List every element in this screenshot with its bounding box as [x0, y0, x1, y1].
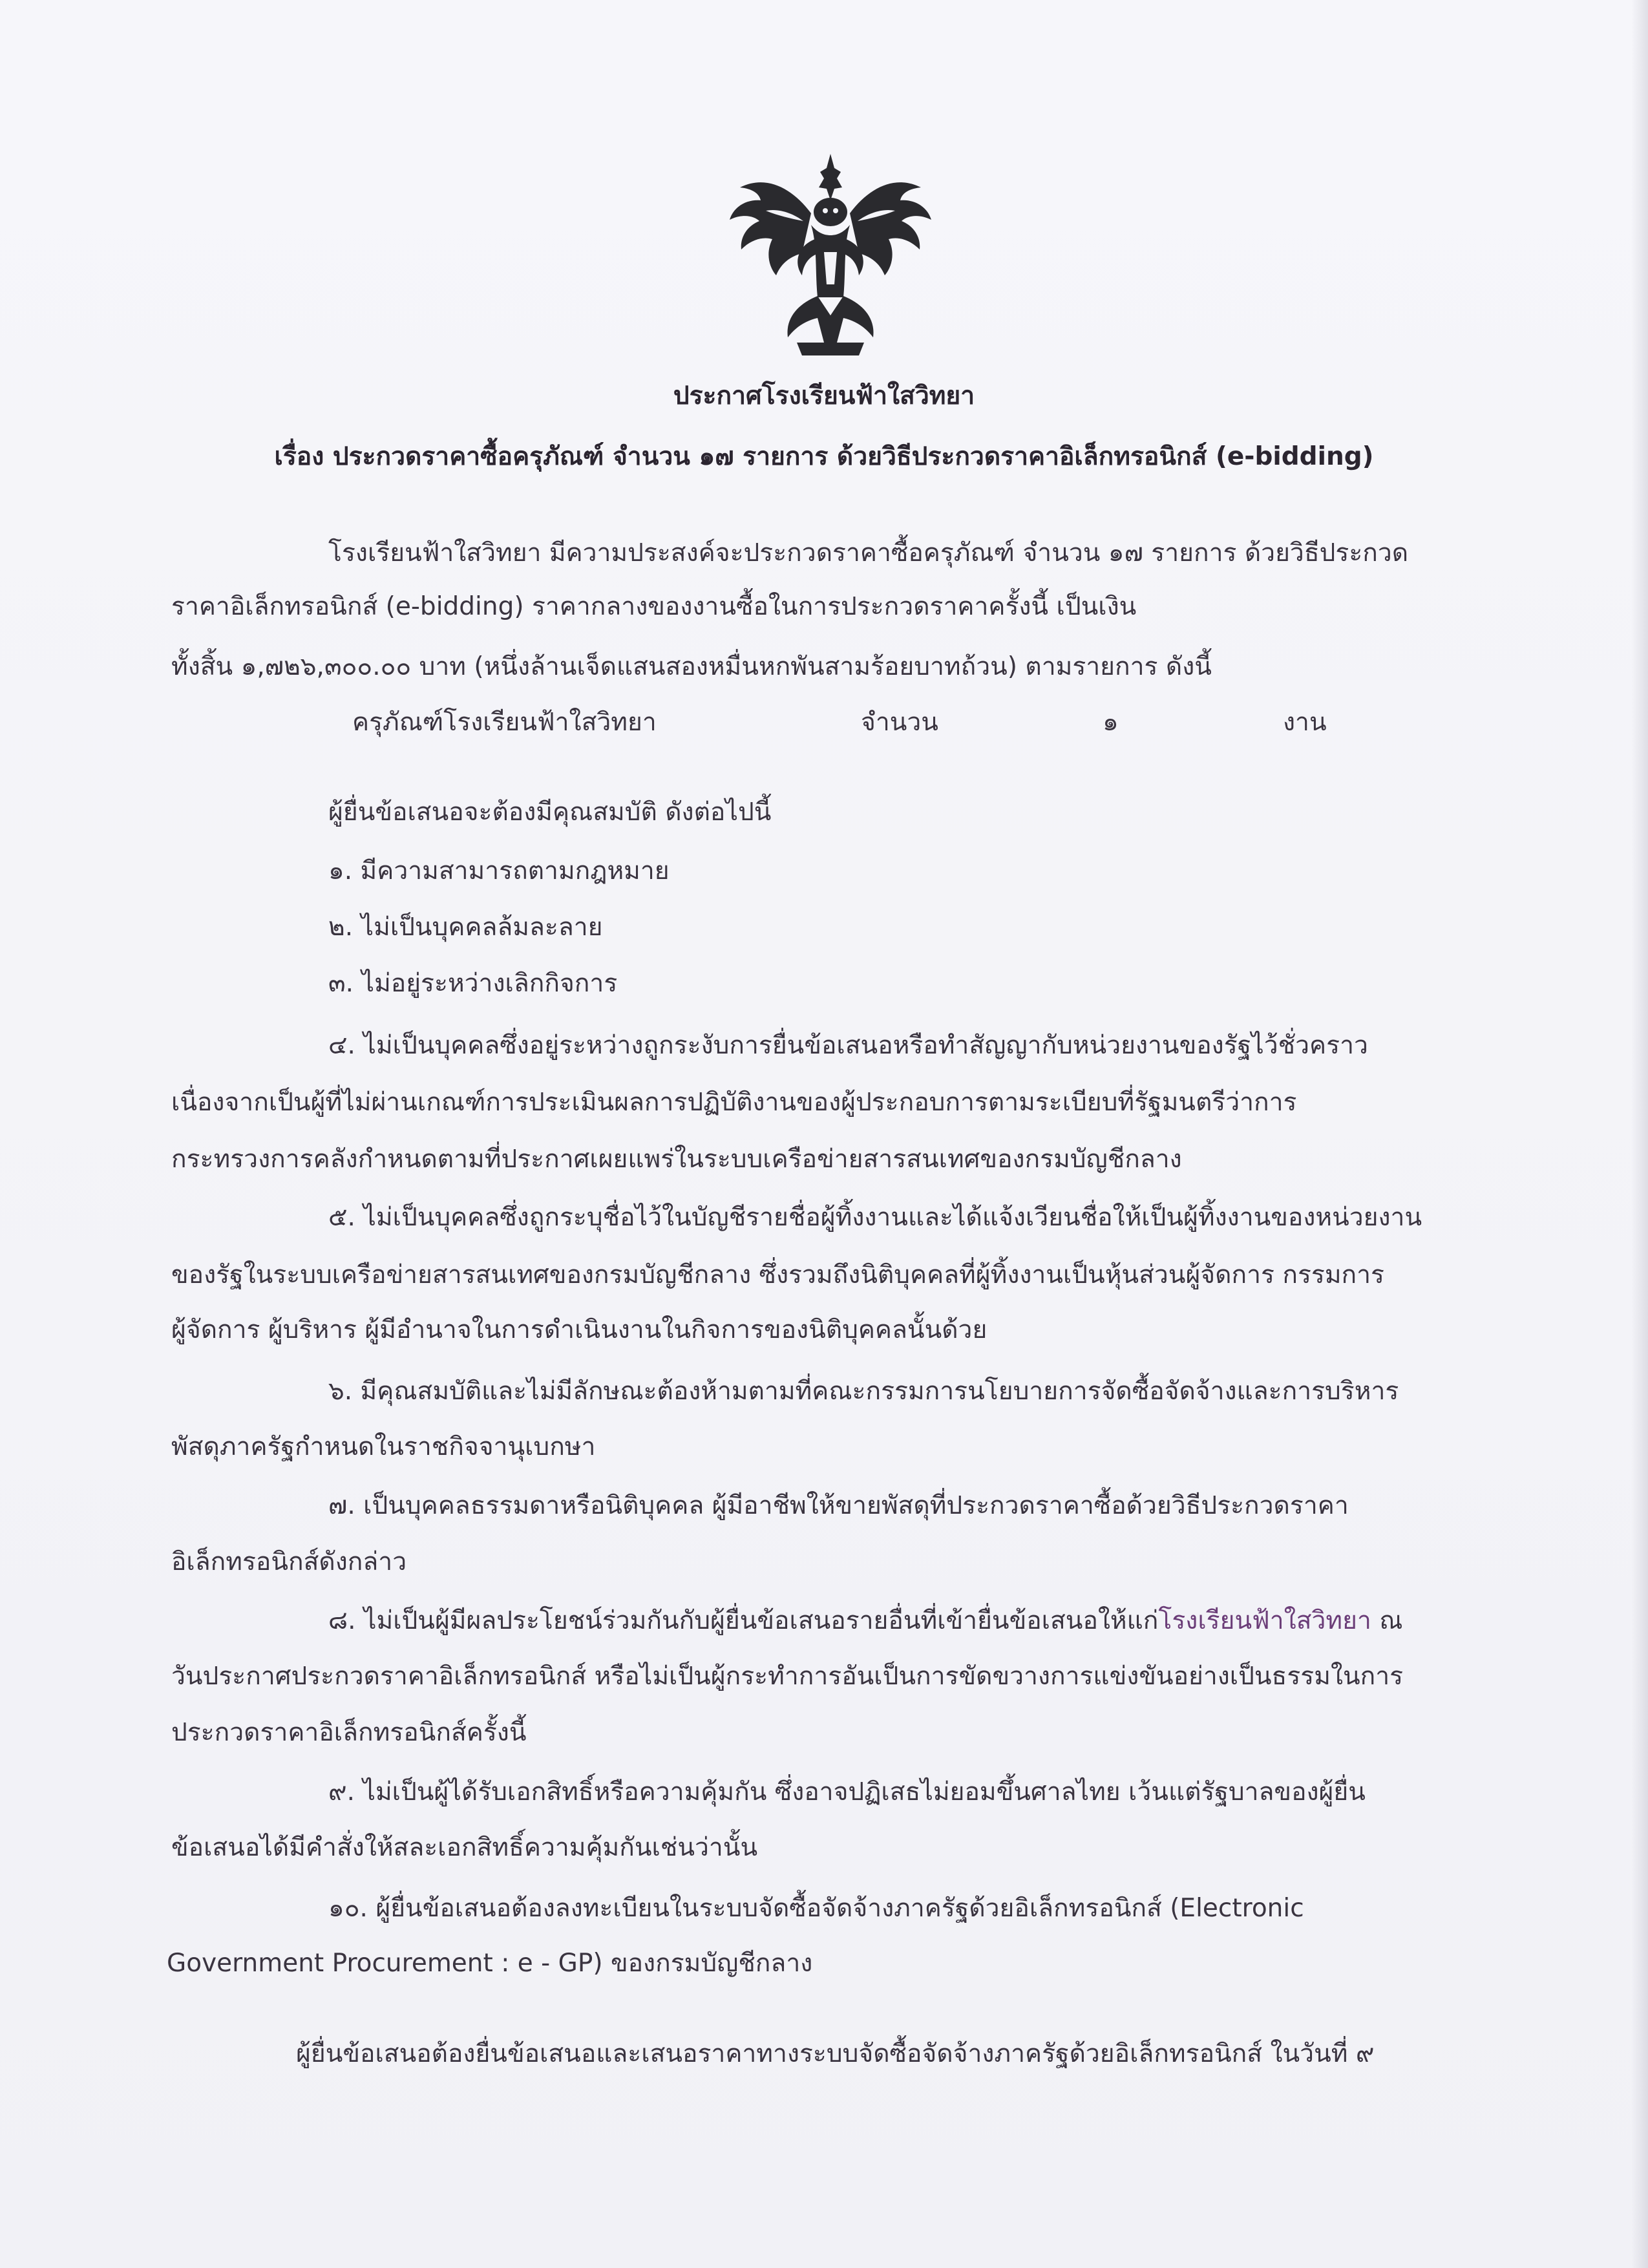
- qualification-3: ๓. ไม่อยู่ระหว่างเลิกกิจการ: [328, 969, 618, 998]
- qualification-1: ๑. มีความสามารถตามกฎหมาย: [328, 856, 670, 885]
- qualification-4-line-3: กระทรวงการคลังกำหนดตามที่ประกาศเผยแพร่ในระบบเครือข่ายสารสนเทศของกรมบัญชีกลาง: [171, 1145, 1182, 1174]
- qualification-6-line-1: ๖. มีคุณสมบัติและไม่มีลักษณะต้องห้ามตามที่คณะกรรมการนโยบายการจัดซื้อจัดจ้างและการบริหาร: [328, 1377, 1399, 1406]
- item-unit: งาน: [1283, 708, 1327, 737]
- item-name: ครุภัณฑ์โรงเรียนฟ้าใสวิทยา: [352, 708, 657, 737]
- qualification-4-line-1: ๔. ไม่เป็นบุคคลซึ่งอยู่ระหว่างถูกระงับการยื่นข้อเสนอหรือทำสัญญากับหน่วยงานของรัฐไว้ชั่วคราว: [328, 1031, 1368, 1060]
- intro-line-1: โรงเรียนฟ้าใสวิทยา มีความประสงค์จะประกวดราคาซื้อครุภัณฑ์ จำนวน ๑๗ รายการ ด้วยวิธีประกวด: [328, 538, 1409, 567]
- closing-line-1: ผู้ยื่นข้อเสนอต้องยื่นข้อเสนอและเสนอราคาทางระบบจัดซื้อจัดจ้างภาครัฐด้วยอิเล็กทรอนิกส์ ในวันที่ ๙: [296, 2039, 1375, 2068]
- qualification-6-line-2: พัสดุภาครัฐกำหนดในราชกิจจานุเบกษา: [171, 1432, 596, 1461]
- announcement-title: ประกาศโรงเรียนฟ้าใสวิทยา: [673, 381, 975, 410]
- qualification-7-line-1: ๗. เป็นบุคคลธรรมดาหรือนิติบุคคล ผู้มีอาชีพให้ขายพัสดุที่ประกวดราคาซื้อด้วยวิธีประกวดราคา: [328, 1491, 1349, 1520]
- qualification-5-line-2: ของรัฐในระบบเครือข่ายสารสนเทศของกรมบัญชีกลาง ซึ่งรวมถึงนิติบุคคลที่ผู้ทิ้งงานเป็นหุ้นส่วนผู้จัดการ กรรมการ: [171, 1260, 1385, 1289]
- announcement-subject: เรื่อง ประกวดราคาซื้อครุภัณฑ์ จำนวน ๑๗ รายการ ด้วยวิธีประกวดราคาอิเล็กทรอนิกส์ (e-bidding): [274, 442, 1374, 471]
- qualification-9-line-1: ๙. ไม่เป็นผู้ได้รับเอกสิทธิ์หรือความคุ้มกัน ซึ่งอาจปฏิเสธไม่ยอมขึ้นศาลไทย เว้นแต่รัฐบาลของผู้ยื่น: [328, 1777, 1366, 1807]
- qualification-4-line-2: เนื่องจากเป็นผู้ที่ไม่ผ่านเกณฑ์การประเมินผลการปฏิบัติงานของผู้ประกอบการตามระเบียบที่รัฐมนตรีว่าการ: [171, 1088, 1297, 1117]
- qualification-8-line-2: วันประกาศประกวดราคาอิเล็กทรอนิกส์ หรือไม่เป็นผู้กระทำการอันเป็นการขัดขวางการแข่งขันอย่างเป็นธรรมในการ: [171, 1662, 1404, 1691]
- qualification-8-suffix: ณ: [1371, 1606, 1403, 1635]
- intro-line-2: ราคาอิเล็กทรอนิกส์ (e-bidding) ราคากลางของงานซื้อในการประกวดราคาครั้งนี้ เป็นเงิน: [171, 592, 1137, 621]
- qualification-2: ๒. ไม่เป็นบุคคลล้มละลาย: [328, 913, 603, 942]
- qualification-5-line-3: ผู้จัดการ ผู้บริหาร ผู้มีอำนาจในการดำเนินงานในกิจการของนิติบุคคลนั้นด้วย: [171, 1315, 988, 1344]
- intro-line-3: ทั้งสิ้น ๑,๗๒๖,๓๐๐.๐๐ บาท (หนึ่งล้านเจ็ดแสนสองหมื่นหกพันสามร้อยบาทถ้วน) ตามรายการ ดังนี้: [171, 652, 1212, 681]
- qualification-5-line-1: ๕. ไม่เป็นบุคคลซึ่งถูกระบุชื่อไว้ในบัญชีรายชื่อผู้ทิ้งงานและได้แจ้งเวียนชื่อให้เป็นผู้ทิ้งงานของหน่วยงาน: [328, 1203, 1422, 1232]
- qualification-8-line-3: ประกวดราคาอิเล็กทรอนิกส์ครั้งนี้: [171, 1718, 527, 1747]
- school-name-highlight: โรงเรียนฟ้าใสวิทยา: [1158, 1606, 1371, 1635]
- qualification-10-line-2: Government Procurement : e - GP) ของกรมบัญชีกลาง: [167, 1949, 813, 1978]
- qualification-8-line-1: [328, 1605, 1402, 1637]
- qualification-9-line-2: ข้อเสนอได้มีคำสั่งให้สละเอกสิทธิ์ความคุ้มกันเช่นว่านั้น: [171, 1833, 758, 1862]
- page-edge-shadow: [1631, 0, 1648, 2268]
- qualification-10-line-1: ๑๐. ผู้ยื่นข้อเสนอต้องลงทะเบียนในระบบจัดซื้อจัดจ้างภาครัฐด้วยอิเล็กทรอนิกส์ (Electronic: [328, 1894, 1304, 1923]
- item-qty: ๑: [1103, 708, 1119, 737]
- item-qty-label: จำนวน: [861, 708, 938, 737]
- qualifications-heading: ผู้ยื่นข้อเสนอจะต้องมีคุณสมบัติ ดังต่อไปนี้: [328, 798, 772, 827]
- qualification-8-text: ๘. ไม่เป็นผู้มีผลประโยชน์ร่วมกันกับผู้ยื่นข้อเสนอรายอื่นที่เข้ายื่นข้อเสนอให้แก่: [328, 1606, 1159, 1635]
- garuda-emblem-icon: [721, 149, 940, 362]
- qualification-7-line-2: อิเล็กทรอนิกส์ดังกล่าว: [171, 1547, 407, 1576]
